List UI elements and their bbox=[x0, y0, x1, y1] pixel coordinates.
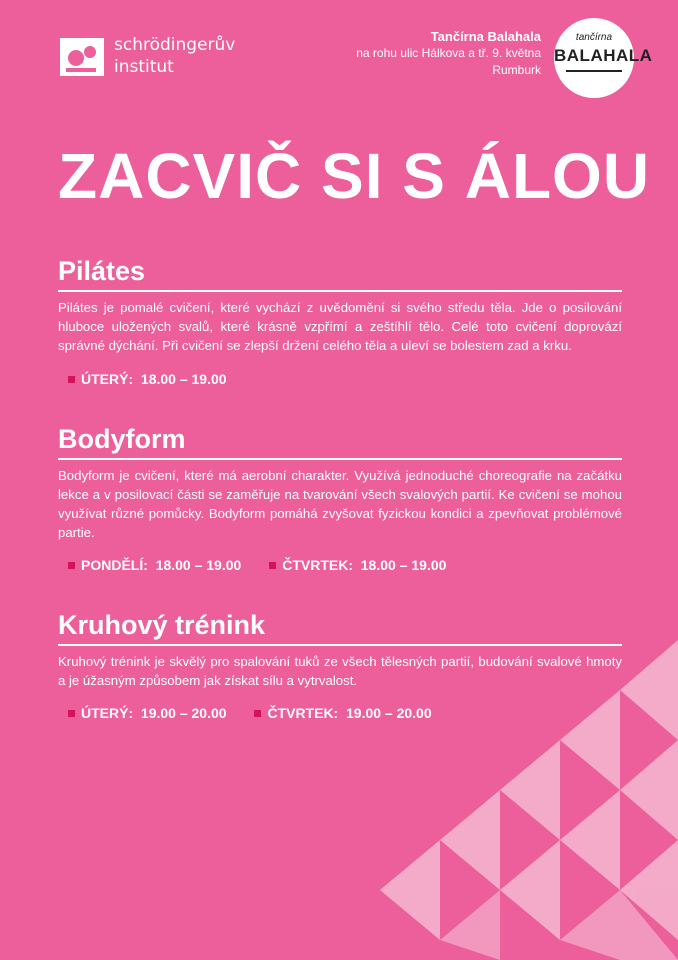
venue-name: Tančírna Balahala bbox=[430, 29, 541, 44]
badge-main-text: BALAHALA bbox=[554, 46, 653, 65]
bullet-icon bbox=[68, 376, 75, 383]
venue-info bbox=[356, 28, 541, 79]
schedule-pilates bbox=[68, 371, 251, 387]
schrodinger-logo bbox=[58, 32, 236, 82]
section-heading: Pilátes bbox=[58, 256, 146, 286]
schedule-day: ČTVRTEK: bbox=[267, 705, 339, 721]
venue-city: Rumburk bbox=[492, 63, 541, 77]
section-rule bbox=[58, 458, 622, 460]
schedule-day: PONDĚLÍ: bbox=[81, 557, 148, 573]
schedule-day: ÚTERÝ: bbox=[81, 705, 134, 721]
bullet-icon bbox=[68, 562, 75, 569]
section-rule bbox=[58, 290, 622, 292]
bullet-icon bbox=[254, 710, 261, 717]
section-text: Kruhový trénink je skvělý pro spalování tuků ze všech tělesných partií, budování svalové hmoty a je úžasným způsobem jak získat sílu a vytrvalost. bbox=[58, 654, 622, 688]
schedule-time: 19.00 – 20.00 bbox=[346, 705, 432, 721]
schedule-time: 18.00 – 19.00 bbox=[155, 557, 242, 573]
bullet-icon bbox=[68, 710, 75, 717]
balahala-badge-logo bbox=[554, 18, 653, 98]
section-bodyform bbox=[58, 422, 622, 542]
logo-mark-icon bbox=[58, 32, 106, 80]
schedule-kruhovy-trenink bbox=[68, 705, 456, 721]
schedule-bodyform bbox=[68, 557, 470, 573]
bullet-icon bbox=[269, 562, 276, 569]
section-text: Pilátes je pomalé cvičení, které vychází z uvědomění si svého středu těla. Jde o posilování hluboce uložených svalů, které krásně vzpřímí a zeštíhlí tělo. Celé toto cvičení doprovází správné dýchání. Při cvičení se zlepší držení celého těla a uleví se bolestem zad a krku. bbox=[58, 300, 622, 353]
badge-top-text: tančírna bbox=[575, 32, 613, 43]
section-kruhovy-trenink bbox=[58, 608, 622, 690]
schedule-item bbox=[269, 557, 446, 573]
schedule-day: ČTVRTEK: bbox=[282, 557, 353, 573]
section-rule bbox=[58, 644, 622, 646]
section-heading: Bodyform bbox=[58, 424, 186, 454]
section-text: Bodyform je cvičení, které má aerobní charakter. Využívá jednoduché choreografie na začátku lekce a v posilovací části se zaměřuje na tvarování všech svalových partií. Ke cvičení se mohou využívat různé pomůcky. Bodyform pomáhá zvyšovat fyzickou kondici a zpevňovat problémové partie. bbox=[58, 468, 622, 540]
schedule-item bbox=[254, 705, 431, 721]
schedule-item bbox=[68, 705, 227, 721]
venue-address: na rohu ulic Hálkova a tř. 9. května bbox=[356, 46, 541, 60]
schedule-item bbox=[68, 371, 227, 387]
schedule-day: ÚTERÝ: bbox=[81, 371, 134, 387]
schedule-time: 18.00 – 19.00 bbox=[360, 557, 447, 573]
schedule-item bbox=[68, 557, 241, 573]
section-heading: Kruhový trénink bbox=[58, 610, 266, 640]
logo-line-2: institut bbox=[114, 57, 174, 77]
logo-line-1: schrödingerův bbox=[114, 35, 236, 55]
section-pilates bbox=[58, 254, 622, 355]
schedule-time: 18.00 – 19.00 bbox=[140, 371, 227, 387]
schedule-time: 19.00 – 20.00 bbox=[140, 705, 227, 721]
badge-divider bbox=[566, 70, 622, 72]
logo-text bbox=[114, 34, 235, 78]
page-title: ZACVIČ SI S ÁLOU bbox=[58, 140, 651, 212]
